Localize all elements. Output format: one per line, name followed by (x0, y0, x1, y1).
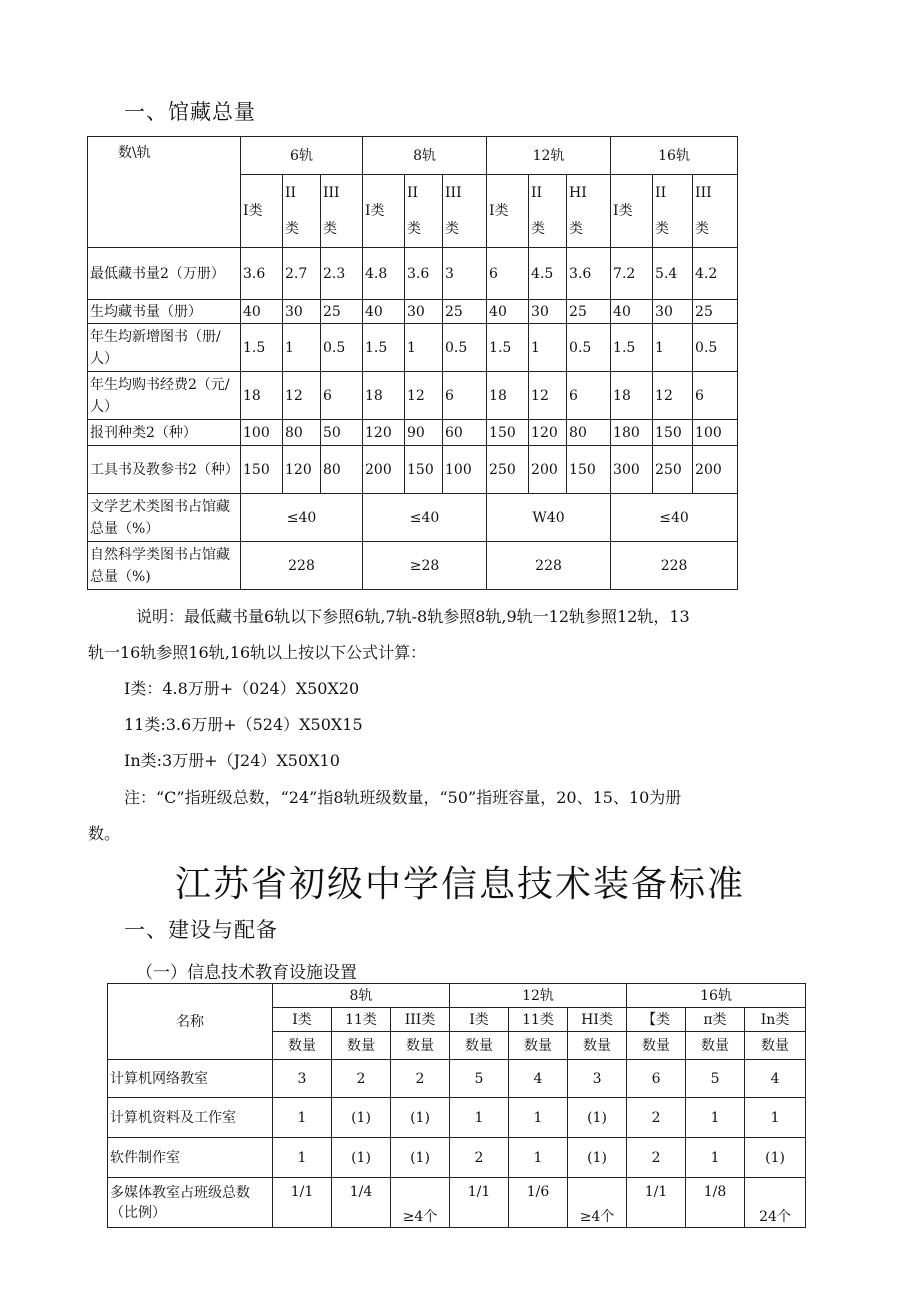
table-cell: 1.5 (611, 324, 653, 372)
table-cell: (1) (332, 1098, 391, 1138)
table-cell: 40 (611, 300, 653, 324)
table-cell: 0.5 (693, 324, 738, 372)
table-cell: 250 (487, 446, 529, 494)
table-cell: 2 (627, 1098, 686, 1138)
table-cell: 5.4 (653, 248, 693, 300)
table-cell: 12 (529, 372, 567, 420)
table-cell: ≤40 (241, 494, 363, 542)
qty-header: 数量 (509, 1032, 568, 1060)
table-cell: ≥4个 (391, 1178, 450, 1228)
table-cell: 12 (405, 372, 443, 420)
table-cell: 1 (509, 1138, 568, 1178)
table-cell: 2 (627, 1138, 686, 1178)
table-cell: 3.6 (405, 248, 443, 300)
track-header: 8轨 (273, 984, 450, 1008)
table-cell: 18 (241, 372, 283, 420)
row-label: 计算机资料及工作室 (108, 1098, 273, 1138)
table-cell: 6 (693, 372, 738, 420)
table-cell: 60 (443, 420, 487, 446)
qty-header: 数量 (686, 1032, 745, 1060)
section-heading: 一、馆藏总量 (124, 100, 256, 124)
table-cell: 6 (627, 1060, 686, 1098)
qty-header: 数量 (745, 1032, 806, 1060)
table-cell: 200 (363, 446, 405, 494)
table-cell: 80 (321, 446, 363, 494)
table-cell: 1/1 (627, 1178, 686, 1228)
track-header: 6轨 (241, 137, 363, 175)
track-header: 12轨 (450, 984, 627, 1008)
row-label: 年生均购书经费2（元/人） (88, 372, 241, 420)
table-cell: 228 (487, 542, 611, 590)
qty-header: 数量 (627, 1032, 686, 1060)
table-cell: 1 (273, 1098, 332, 1138)
table-cell: 1 (405, 324, 443, 372)
table-cell: 1 (283, 324, 321, 372)
table-cell: 1/1 (450, 1178, 509, 1228)
class-header: 11类 (332, 1008, 391, 1032)
table-cell: ≥28 (363, 542, 487, 590)
track-header: 12轨 (487, 137, 611, 175)
class-header: I类 (363, 175, 405, 248)
table-row (88, 446, 738, 494)
note-line: 轨一16轨参照16轨,16轨以上按以下公式计算： (88, 643, 427, 662)
row-label: 最低藏书量2（万册） (88, 248, 241, 300)
table-cell: 3 (443, 248, 487, 300)
table-header-row (108, 984, 806, 1008)
table-cell: 120 (363, 420, 405, 446)
table-cell: 6 (567, 372, 611, 420)
row-label: 年生均新增图书（册/人） (88, 324, 241, 372)
table-cell: 120 (529, 420, 567, 446)
table-cell: 6 (487, 248, 529, 300)
table-row (88, 300, 738, 324)
page-title: 江苏省初级中学信息技术装备标准 (174, 864, 745, 905)
table-cell: 0.5 (567, 324, 611, 372)
table-cell: 150 (567, 446, 611, 494)
table-cell: 6 (443, 372, 487, 420)
table-cell: 1 (686, 1138, 745, 1178)
note-line: 说明：最低藏书量6轨以下参照6轨,7轨-8轨参照8轨,9轨一12轨参照12轨，13 (136, 607, 690, 626)
table-cell: (1) (391, 1098, 450, 1138)
table-cell: 12 (283, 372, 321, 420)
row-label: 文学艺术类图书占馆藏总量（%） (88, 494, 241, 542)
formula-line: I类：4.8万册+（024）X50X20 (124, 679, 360, 698)
table-cell: 1 (450, 1098, 509, 1138)
class-header: II 类 (653, 175, 693, 248)
table-row (88, 494, 738, 542)
table-cell: 250 (653, 446, 693, 494)
row-label: 软件制作室 (108, 1138, 273, 1178)
class-header: I类 (241, 175, 283, 248)
class-header: II 类 (405, 175, 443, 248)
name-header: 名称 (108, 984, 273, 1060)
corner-header: 数\轨 (88, 137, 241, 248)
table-cell: 18 (363, 372, 405, 420)
table-cell: 120 (283, 446, 321, 494)
table-cell: 5 (450, 1060, 509, 1098)
table-cell: 200 (693, 446, 738, 494)
table-cell: (1) (568, 1098, 627, 1138)
class-header: III 类 (693, 175, 738, 248)
table-cell: 4.5 (529, 248, 567, 300)
table-cell: 150 (653, 420, 693, 446)
class-header: π类 (686, 1008, 745, 1032)
table-cell: 2.3 (321, 248, 363, 300)
table-cell: (1) (332, 1138, 391, 1178)
table-header-row (88, 137, 738, 175)
class-header: In类 (745, 1008, 806, 1032)
class-header: 【类 (627, 1008, 686, 1032)
track-header: 16轨 (611, 137, 738, 175)
formula-line: In类:3万册+（J24）X50X10 (124, 751, 340, 770)
table-cell: (1) (745, 1138, 806, 1178)
table-cell: 228 (241, 542, 363, 590)
table-cell: 25 (567, 300, 611, 324)
track-header: 8轨 (363, 137, 487, 175)
class-header: III类 (391, 1008, 450, 1032)
qty-header: 数量 (391, 1032, 450, 1060)
class-header: I类 (487, 175, 529, 248)
qty-header: 数量 (450, 1032, 509, 1060)
table-row (88, 542, 738, 590)
table-cell: 1 (529, 324, 567, 372)
class-header: II 类 (529, 175, 567, 248)
collection-table (87, 136, 738, 590)
section-heading: 一、建设与配备 (124, 918, 278, 942)
table-cell: ≤40 (611, 494, 738, 542)
table-cell: 200 (529, 446, 567, 494)
table-cell: 4 (509, 1060, 568, 1098)
table-row (88, 372, 738, 420)
table-cell: 3.6 (567, 248, 611, 300)
table-cell: 150 (487, 420, 529, 446)
class-header: HI类 (568, 1008, 627, 1032)
table-cell: 0.5 (321, 324, 363, 372)
table-cell: 150 (405, 446, 443, 494)
table-cell: 18 (487, 372, 529, 420)
table-cell: 1.5 (487, 324, 529, 372)
table-cell: 30 (529, 300, 567, 324)
table-cell: (1) (391, 1138, 450, 1178)
table-cell: 180 (611, 420, 653, 446)
row-label: 生均藏书量（册） (88, 300, 241, 324)
table-cell: 1 (509, 1098, 568, 1138)
table-cell: 1.5 (241, 324, 283, 372)
table-row (108, 1060, 806, 1098)
table-cell: 6 (321, 372, 363, 420)
class-header: III 类 (443, 175, 487, 248)
table-cell: 25 (693, 300, 738, 324)
table-cell: 25 (321, 300, 363, 324)
row-label: 计算机网络教室 (108, 1060, 273, 1098)
table-cell: 40 (241, 300, 283, 324)
table-cell: 1/6 (509, 1178, 568, 1228)
table-cell: 3 (273, 1060, 332, 1098)
table-cell: 1/4 (332, 1178, 391, 1228)
table-cell: 2 (450, 1138, 509, 1178)
table-cell: 30 (405, 300, 443, 324)
class-header: I类 (450, 1008, 509, 1032)
table-row (108, 1098, 806, 1138)
table-cell: 12 (653, 372, 693, 420)
track-header: 16轨 (627, 984, 806, 1008)
table-cell: ≤40 (363, 494, 487, 542)
table-cell: 2 (391, 1060, 450, 1098)
table-cell: 100 (443, 446, 487, 494)
note-line: 数。 (88, 824, 121, 843)
table-cell: 2 (332, 1060, 391, 1098)
formula-line: 11类:3.6万册+（524）X50X15 (124, 715, 363, 734)
table-cell: W40 (487, 494, 611, 542)
table-cell: 228 (611, 542, 738, 590)
table-cell: 1.5 (363, 324, 405, 372)
table-cell: 0.5 (443, 324, 487, 372)
table-cell: 80 (567, 420, 611, 446)
table-row (88, 420, 738, 446)
qty-header: 数量 (332, 1032, 391, 1060)
row-label: 报刊种类2（种） (88, 420, 241, 446)
table-cell: 40 (487, 300, 529, 324)
facility-table (107, 983, 806, 1228)
table-row (108, 1178, 806, 1228)
table-cell: 100 (693, 420, 738, 446)
class-header: III 类 (321, 175, 363, 248)
table-cell: (1) (568, 1138, 627, 1178)
table-cell: 1/8 (686, 1178, 745, 1228)
table-cell: 150 (241, 446, 283, 494)
table-cell: 30 (283, 300, 321, 324)
class-header: I类 (273, 1008, 332, 1032)
table-cell: 1 (686, 1098, 745, 1138)
table-cell: 3.6 (241, 248, 283, 300)
table-cell: 2.7 (283, 248, 321, 300)
table-row (88, 248, 738, 300)
table-cell: 40 (363, 300, 405, 324)
table-cell: 4.8 (363, 248, 405, 300)
note-line: 注：“C”指班级总数，“24”指8轨班级数量，“50”指班容量，20、15、10为册 (124, 788, 682, 807)
table-cell: 1 (653, 324, 693, 372)
table-cell: 100 (241, 420, 283, 446)
table-cell: 80 (283, 420, 321, 446)
table-cell: 18 (611, 372, 653, 420)
table-cell: 50 (321, 420, 363, 446)
table-row (108, 1138, 806, 1178)
table-cell: 25 (443, 300, 487, 324)
table-cell: ≥4个 (568, 1178, 627, 1228)
row-label: 多媒体教室占班级总数（比例） (108, 1178, 273, 1228)
class-header: 11类 (509, 1008, 568, 1032)
table-cell: 4.2 (693, 248, 738, 300)
qty-header: 数量 (273, 1032, 332, 1060)
table-cell: 300 (611, 446, 653, 494)
table-cell: 1 (273, 1138, 332, 1178)
subsection-heading: （一）信息技术教育设施设置 (136, 963, 357, 983)
class-header: I类 (611, 175, 653, 248)
row-label: 工具书及教参书2（种） (88, 446, 241, 494)
table-cell: 90 (405, 420, 443, 446)
table-cell: 24个 (745, 1178, 806, 1228)
qty-header: 数量 (568, 1032, 627, 1060)
table-cell: 5 (686, 1060, 745, 1098)
table-row (88, 324, 738, 372)
table-cell: 4 (745, 1060, 806, 1098)
row-label: 自然科学类图书占馆藏总量（%) (88, 542, 241, 590)
table-cell: 1 (745, 1098, 806, 1138)
table-cell: 30 (653, 300, 693, 324)
table-cell: 3 (568, 1060, 627, 1098)
table-cell: 1/1 (273, 1178, 332, 1228)
class-header: HI 类 (567, 175, 611, 248)
table-cell: 7.2 (611, 248, 653, 300)
class-header: II 类 (283, 175, 321, 248)
